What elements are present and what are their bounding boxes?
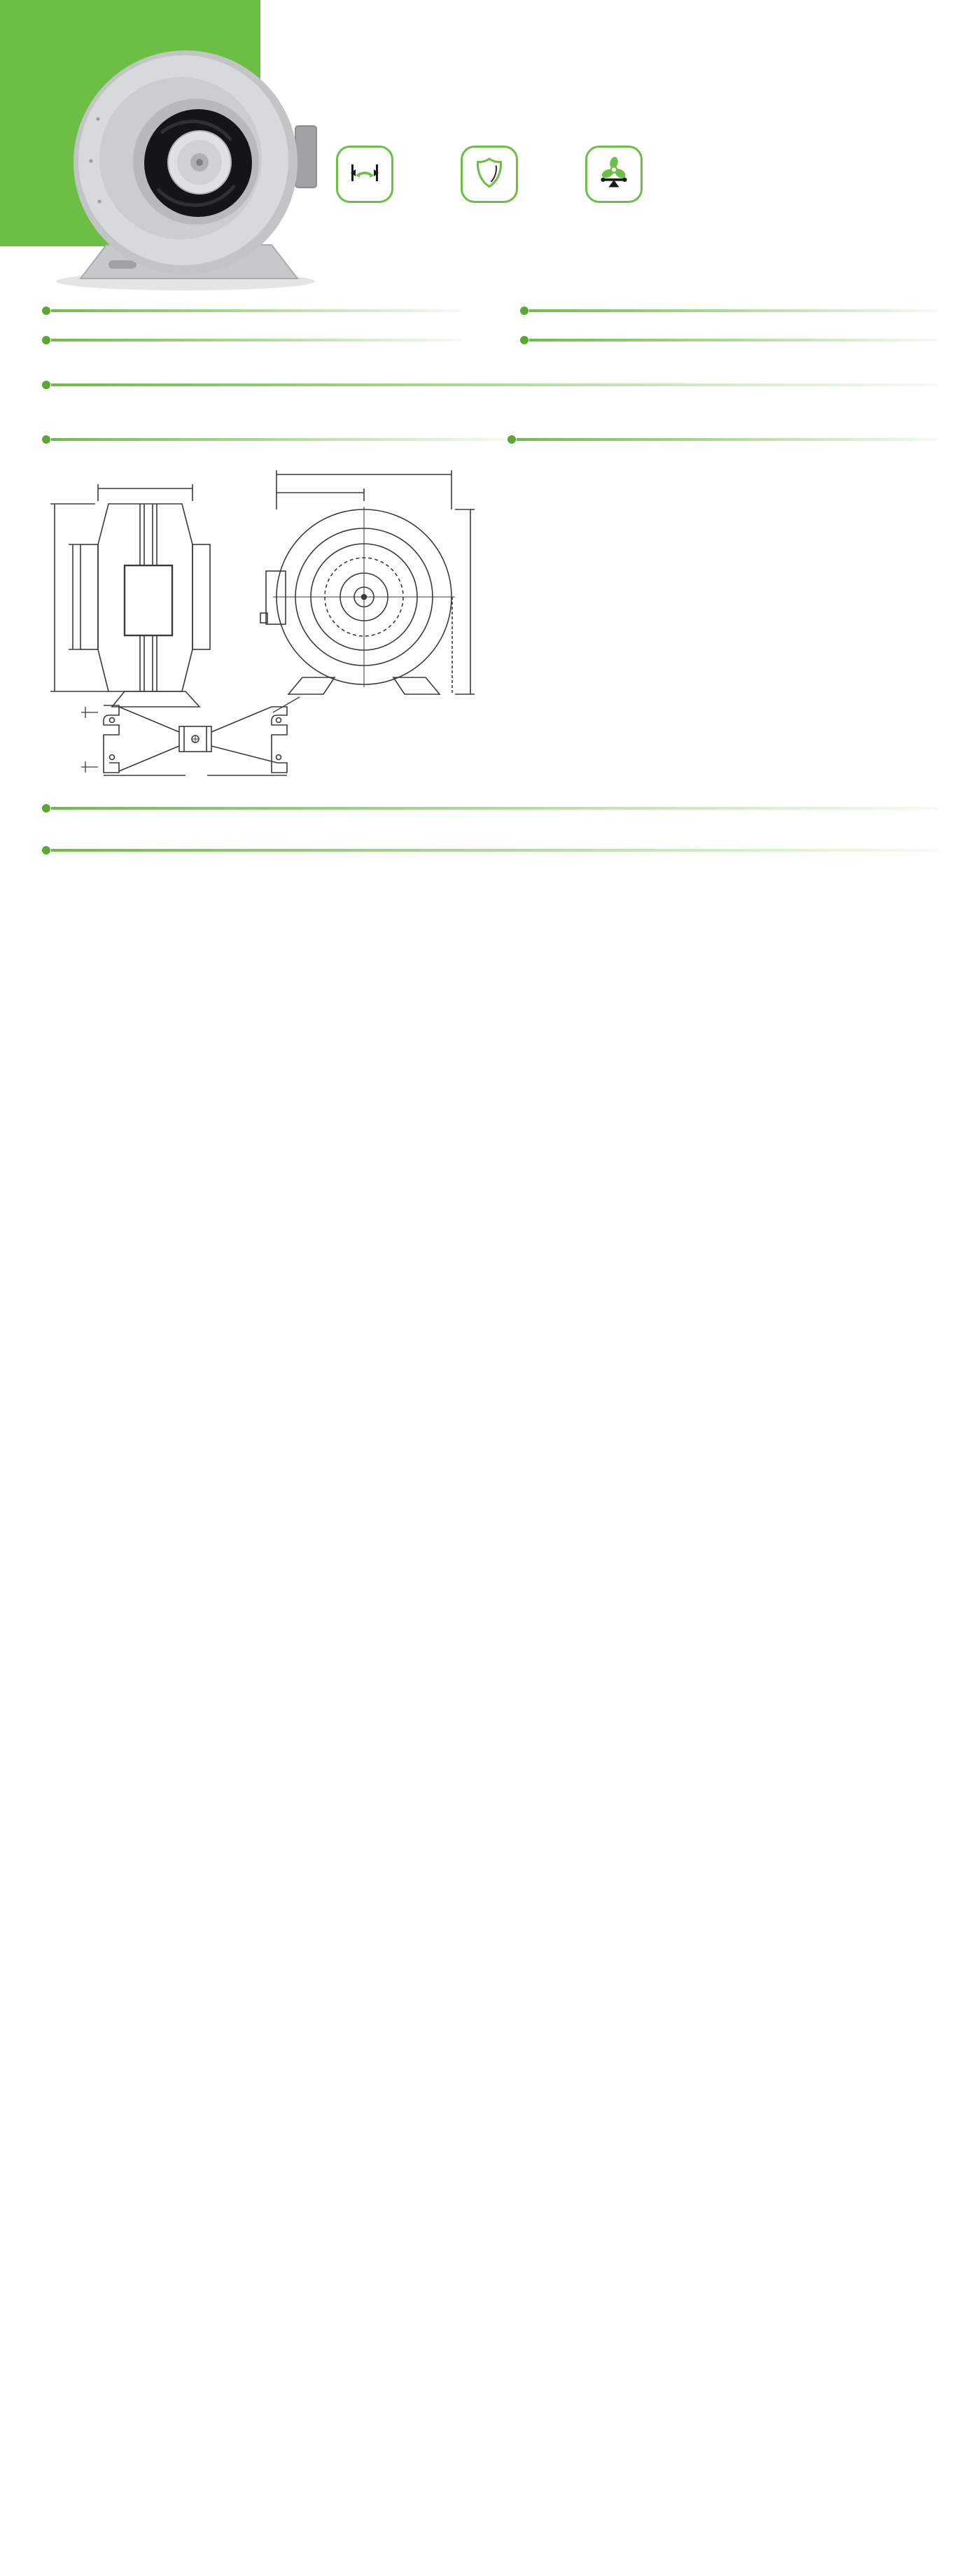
duct-fan-image <box>21 14 343 294</box>
rule-line <box>529 339 939 342</box>
rule-dot-icon <box>42 307 50 315</box>
technical-drawing-block <box>42 427 507 780</box>
rule-line <box>51 309 461 312</box>
rule-line <box>51 438 507 441</box>
right-column <box>520 298 939 357</box>
feature-wide-range <box>302 146 427 212</box>
header <box>0 0 980 293</box>
rule-line <box>51 339 461 342</box>
section-rule <box>42 435 507 444</box>
rule-line <box>51 383 938 386</box>
feature-tile <box>585 146 643 203</box>
technical-drawing <box>42 460 490 777</box>
technical-data-section <box>42 381 938 402</box>
rule-line <box>517 438 938 441</box>
rule-dot-icon <box>42 336 50 344</box>
section-rule <box>42 381 938 389</box>
fan-balance-icon <box>597 156 631 193</box>
section-rule <box>520 336 939 344</box>
section-rule <box>42 846 938 854</box>
product-photo <box>21 14 343 294</box>
rule-line <box>51 807 938 810</box>
datasheet-page <box>0 0 980 867</box>
section-rule <box>42 804 938 812</box>
section-rule <box>42 336 461 344</box>
feature-ip44 <box>427 146 552 212</box>
shield-icon <box>474 156 505 193</box>
rule-dot-icon <box>42 435 50 444</box>
drawing-dimensions-section <box>42 427 938 780</box>
section-rule <box>42 307 461 315</box>
section-rule <box>507 435 938 444</box>
left-column <box>42 298 461 357</box>
section-rule <box>520 307 939 315</box>
subsection-temperatura <box>520 336 939 344</box>
width-arrows-icon <box>349 157 381 192</box>
feature-icons-row <box>302 146 676 212</box>
rule-dot-icon <box>507 435 516 444</box>
feature-balanced <box>552 146 676 212</box>
rule-dot-icon <box>42 846 50 854</box>
description-columns <box>42 298 938 357</box>
rule-dot-icon <box>520 336 528 344</box>
feature-tile <box>461 146 518 203</box>
rule-line <box>529 309 939 312</box>
accessories-section <box>42 846 938 867</box>
rule-dot-icon <box>520 307 528 315</box>
performance-curves-section <box>42 804 938 825</box>
rule-dot-icon <box>42 381 50 389</box>
feature-tile <box>336 146 393 203</box>
dimensions-block <box>507 427 938 780</box>
rule-dot-icon <box>42 804 50 812</box>
rule-line <box>51 849 938 852</box>
subsection-silnik <box>42 336 461 344</box>
